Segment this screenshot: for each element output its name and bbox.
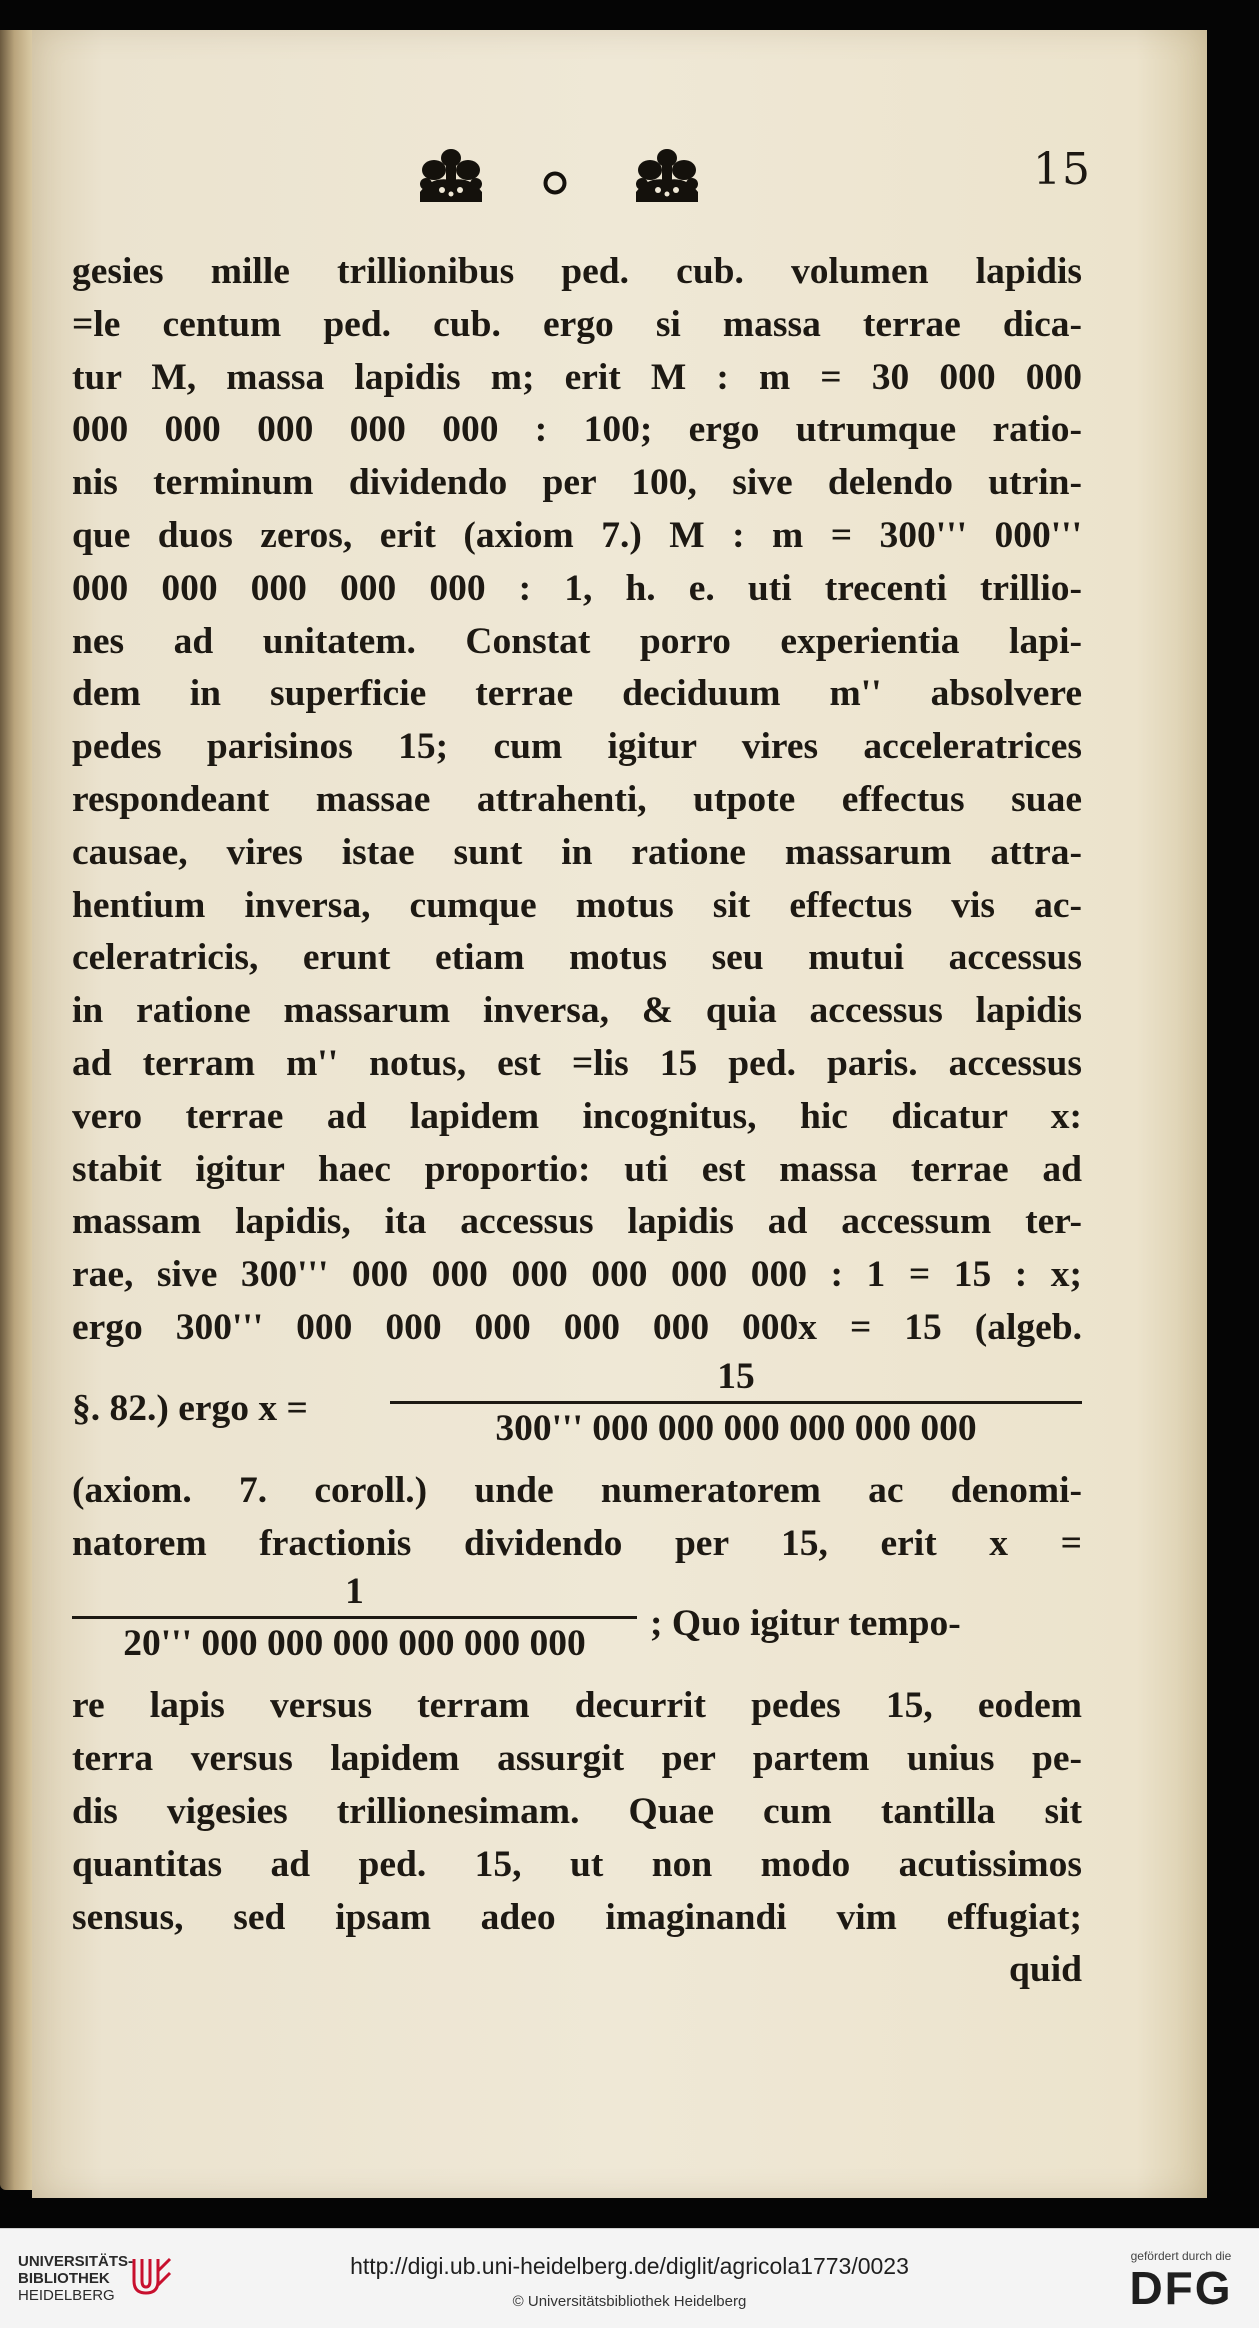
text-line: 000 000 000 000 000 : 1, h. e. uti trecenti trillio- <box>72 567 1082 609</box>
catchword: quid <box>1009 1949 1082 1991</box>
page-number: 15 <box>1033 144 1091 195</box>
text-line: nes ad unitatem. Constat porro experientia lapi- <box>72 620 1082 662</box>
fraction-bar <box>72 1616 637 1619</box>
text-line: vero terrae ad lapidem incognitus, hic dicatur x: <box>72 1095 1082 1137</box>
equation-fraction-2 <box>72 1570 1082 1680</box>
floral-ornament-left-icon <box>412 140 490 210</box>
library-line-1: UNIVERSITÄTS- <box>18 2253 134 2270</box>
text-line: sensus, sed ipsam adeo imaginandi vim effugiat; <box>72 1896 1082 1938</box>
book-page <box>32 30 1207 2198</box>
funded-by-text: gefördert durch die <box>1130 2249 1232 2263</box>
equation-trailing-text: ; Quo igitur tempo- <box>650 1603 961 1645</box>
dfg-funding-logo[interactable] <box>1121 2249 1241 2313</box>
text-line: causae, vires istae sunt in ratione massarum attra- <box>72 831 1082 873</box>
text-line: quantitas ad ped. 15, ut non modo acutissimos <box>72 1843 1082 1885</box>
fraction-numerator: 15 <box>717 1355 755 1397</box>
floral-ornament-right-icon <box>628 140 706 210</box>
body-text <box>72 246 1082 1997</box>
fraction-denominator: 20''' 000 000 000 000 000 000 <box>123 1623 586 1665</box>
text-line: ergo 300''' 000 000 000 000 000 000x = 15 (algeb. <box>72 1306 1082 1348</box>
library-line-3: HEIDELBERG <box>18 2287 115 2304</box>
text-line: dis vigesies trillionesimam. Quae cum tantilla sit <box>72 1790 1082 1832</box>
text-line: terra versus lapidem assurgit per partem unius pe- <box>72 1738 1082 1780</box>
text-line: natorem fractionis dividendo per 15, erit x = <box>72 1522 1082 1564</box>
text-line: in ratione massarum inversa, & quia accessus lapidis <box>72 990 1082 1032</box>
text-line: gesies mille trillionibus ped. cub. volumen lapidis <box>72 251 1082 292</box>
text-line: hentium inversa, cumque motus sit effectus vis ac- <box>72 884 1082 926</box>
fraction <box>390 1355 1082 1452</box>
fraction-denominator: 300''' 000 000 000 000 000 000 <box>495 1407 977 1449</box>
dfg-wordmark: DFG <box>1129 2262 1233 2314</box>
fraction <box>72 1570 637 1667</box>
text-line: 000 000 000 000 000 : 100; ergo utrumque ratio- <box>72 409 1082 451</box>
text-line: ad terram m'' notus, est =lis 15 ped. paris. accessus <box>72 1042 1082 1084</box>
text-line: celeratricis, erunt etiam motus seu mutui accessus <box>72 937 1082 979</box>
equation-label: §. 82.) ergo x = <box>72 1387 308 1429</box>
copyright-notice: © Universitätsbibliothek Heidelberg <box>512 2293 747 2310</box>
fraction-bar <box>390 1401 1082 1404</box>
page-edge-left <box>0 30 32 2190</box>
text-line: nis terminum dividendo per 100, sive delendo utrin- <box>72 462 1082 504</box>
text-line: respondeant massae attrahenti, utpote effectus suae <box>72 778 1082 820</box>
text-line: rae, sive 300''' 000 000 000 000 000 000 : 1 = 15 : x; <box>72 1254 1082 1296</box>
text-line: pedes parisinos 15; cum igitur vires acceleratrices <box>72 726 1082 768</box>
viewer-footer <box>0 2228 1259 2328</box>
fraction-numerator: 1 <box>345 1571 364 1613</box>
text-line: massam lapidis, ita accessus lapidis ad accessum ter- <box>72 1201 1082 1243</box>
text-line: que duos zeros, erit (axiom 7.) M : m = 300''' 000''' <box>72 514 1082 556</box>
text-line: dem in superficie terrae deciduum m'' absolvere <box>72 673 1082 715</box>
circle-ornament-icon <box>540 168 570 198</box>
text-line: re lapis versus terram decurrit pedes 15, eodem <box>72 1685 1082 1727</box>
text-line: (axiom. 7. coroll.) unde numeratorem ac denomi- <box>72 1469 1082 1511</box>
equation-fraction-1 <box>72 1355 1082 1465</box>
text-line: stabit igitur haec proportio: uti est massa terrae ad <box>72 1148 1082 1190</box>
library-line-2: BIBLIOTHEK <box>18 2270 110 2287</box>
page-url-link[interactable]: http://digi.ub.uni-heidelberg.de/diglit/agricola1773/0023 <box>350 2253 909 2279</box>
page-header <box>32 140 1207 220</box>
text-line: tur M, massa lapidis m; erit M : m = 30 000 000 <box>72 356 1082 398</box>
text-line: =le centum ped. cub. ergo si massa terrae dica- <box>72 303 1082 345</box>
